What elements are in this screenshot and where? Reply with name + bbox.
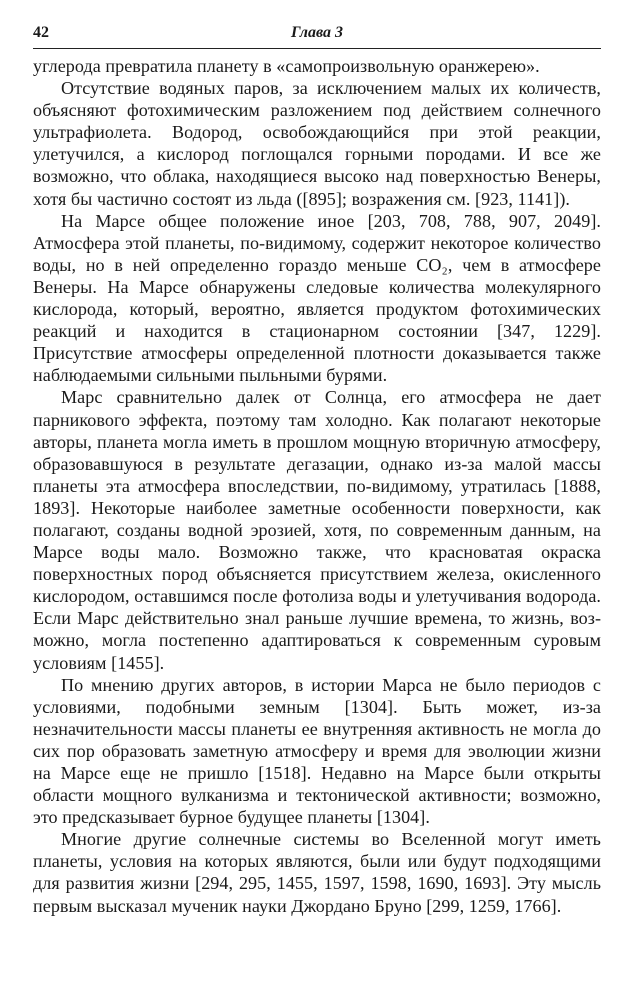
- page-number: 42: [33, 24, 49, 41]
- running-head: [33, 22, 601, 49]
- paragraph-venus-water: Отсутствие водяных паров, за исключением малых их количеств, объясняют фотохимическим разложением под действием солнечного ультрафиолета. Водород, освобождающийся при этой реакции, улетучился, а кислород поглощался горными породами. И все же возможно, что облака, находящиеся высоко над поверхностью Венеры, хотя бы частично состоят из льда ([895]; возражения см. [923, 1141]).: [33, 78, 601, 209]
- paragraph-mars-climate: Марс сравнительно далек от Солнца, его атмосфера не дает парникового эффекта, поэтому там холодно. Как полагают некоторые авторы, планета могла иметь в прошлом мощную вторичную атмосферу, образовавшуюся в результате дегазации, однако из-за малой массы планеты эта атмосфера впоследствии, по-видимому, утратилась [1888, 1893]. Некоторые наиболее заметные особенности поверхности, как полагают, созданы водной эрозией, хотя, по современным данным, на Марсе воды мало. Возможно также, что красноватая окраска поверхностных пород объясняется присутствием железа, окисленного кислородом, оставшимся после фотолиза воды и улетучивания водорода. Если Марс действительно знал раньше лучшие времена, то жизнь, возможно, могла постепенно адаптироваться к современным суровым условиям [1455].: [33, 387, 601, 673]
- paragraph-mars-history: По мнению других авторов, в истории Марса не было периодов с условиями, подобными земным [1304]. Быть может, из-за незначительности массы планеты ее внутренняя активность не могла до сих пор образовать заметную атмосферу и время для эволюции жизни на Марсе еще не пришло [1518]. Недавно на Марсе были открыты области мощного вулканизма и тектонической активности; возможно, это предсказывает бурное будущее планеты [1304].: [33, 674, 601, 828]
- paragraph-other-systems: Многие другие солнечные системы во Вселенной могут иметь планеты, условия на которых являются, были или будут подходящими для развития жизни [294, 295, 1455, 1597, 1598, 1690, 1693]. Эту мысль первым высказал мученик науки Джордано Бруно [299, 1259, 1766].: [33, 829, 601, 916]
- body-text: [33, 55, 601, 917]
- chapter-title: Глава 3: [290, 24, 344, 41]
- paragraph-mars-atmosphere: На Марсе общее положение иное [203, 708, 788, 907, 2049]. Атмосфера этой планеты, по-видимому, содержит некоторое количество воды, но в ней определенно гораздо меньше CO₂, чем в атмосфере Венеры. На Марсе обнаружены следовые количества молекулярного кислорода, который, вероятно, является продуктом фотохимических реакций и находится в стационарном состоянии [347, 1229]. Присутствие атмосферы определенной плотности доказывается также наблюдаемыми сильными пыльными бурями.: [33, 210, 601, 386]
- book-page: [33, 22, 601, 917]
- paragraph-continuation: углерода превратила планету в «самопроизвольную оранжерею».: [33, 56, 540, 76]
